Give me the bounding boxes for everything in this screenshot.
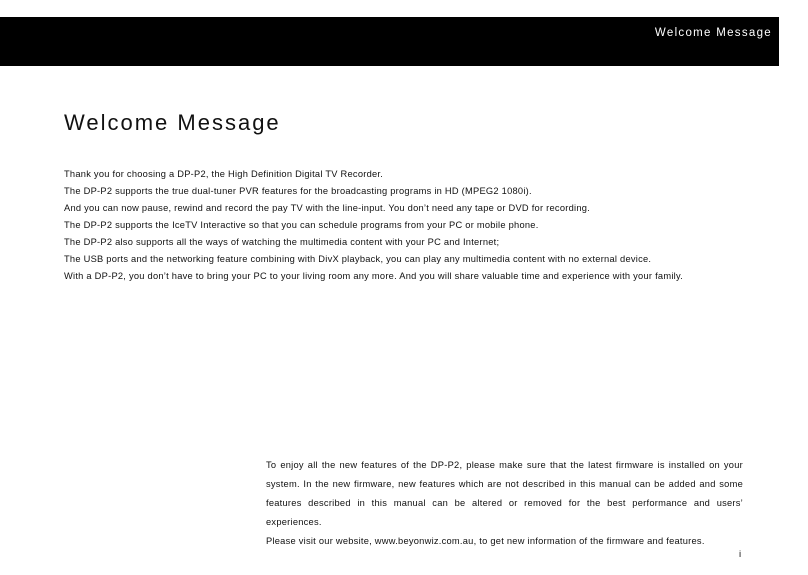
firmware-website-line: Please visit our website, www.beyonwiz.com.au, to get new information of the firmware and features. <box>266 536 705 546</box>
intro-line: The DP-P2 supports the true dual-tuner PVR features for the broadcasting programs in HD (MPEG2 1080i). <box>64 186 532 196</box>
page-title: Welcome Message <box>64 110 281 135</box>
intro-text <box>64 166 784 285</box>
intro-line: Thank you for choosing a DP-P2, the High Definition Digital TV Recorder. <box>64 169 384 179</box>
intro-line: The DP-P2 supports the IceTV Interactive so that you can schedule programs from your PC or mobile phone. <box>64 220 539 230</box>
page-number: i <box>739 549 742 560</box>
intro-line: With a DP-P2, you don’t have to bring your PC to your living room any more. And you will share valuable time and experience with your family. <box>64 271 683 281</box>
firmware-note-paragraph: To enjoy all the new features of the DP-P2, please make sure that the latest firmware is installed on your system. In the new firmware, new features which are not described in this manual can be added and some features described in this manual can be altered or removed for the best performance and users’ experiences. <box>266 460 743 527</box>
header-band <box>0 17 779 66</box>
firmware-note <box>266 456 743 551</box>
intro-line: The DP-P2 also supports all the ways of watching the multimedia content with your PC and Internet; <box>64 237 500 247</box>
intro-line: The USB ports and the networking feature combining with DivX playback, you can play any multimedia content with no external device. <box>64 254 652 264</box>
header-section-label: Welcome Message <box>654 27 772 39</box>
intro-line: And you can now pause, rewind and record the pay TV with the line-input. You don’t need any tape or DVD for recording. <box>64 203 590 213</box>
